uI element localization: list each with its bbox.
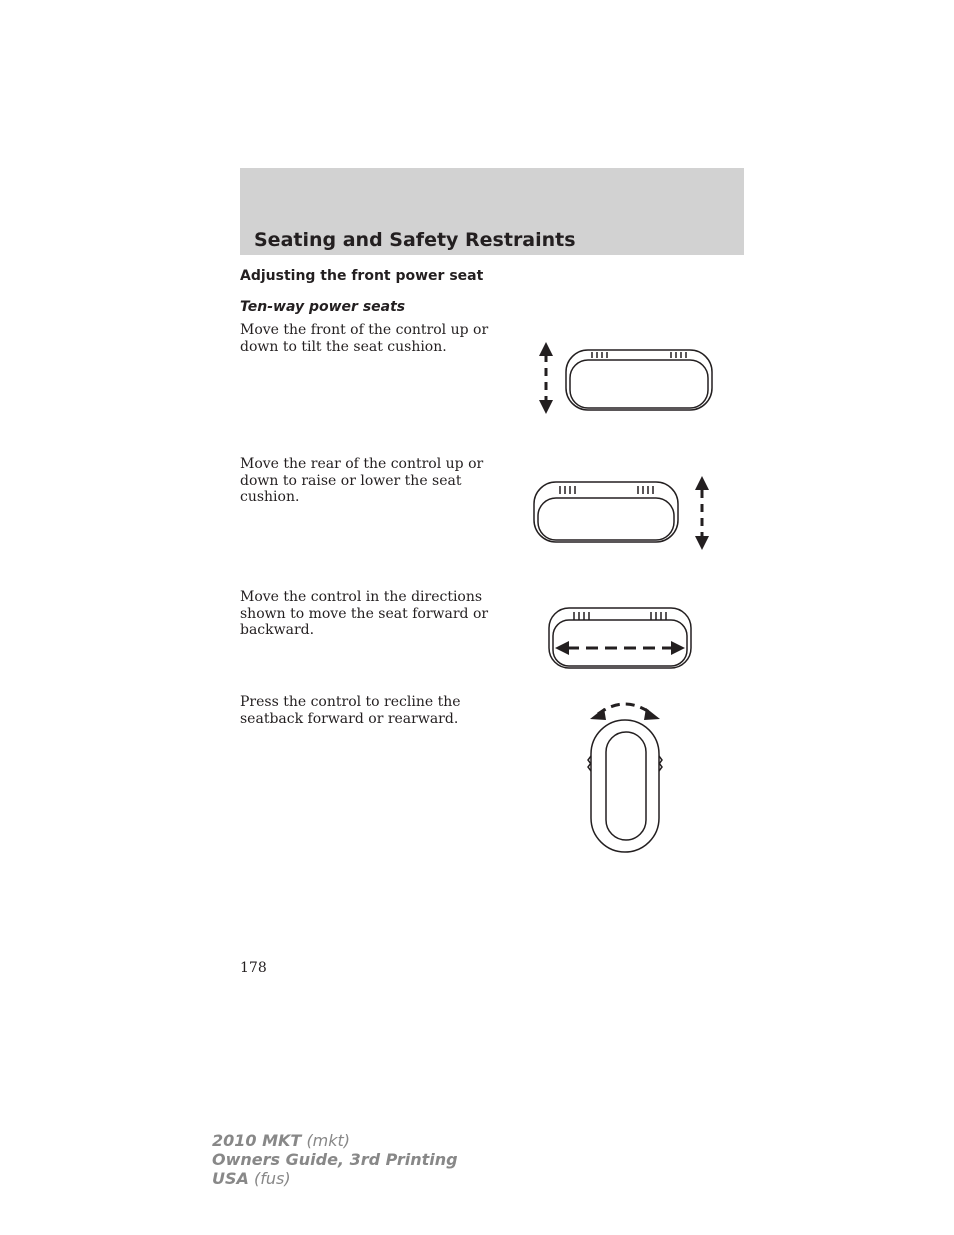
footer-region: USA <box>212 1169 249 1188</box>
section-subheading: Ten-way power seats <box>240 299 406 315</box>
tilt-cushion-control-icon <box>530 338 720 420</box>
footer-region-line <box>212 1169 458 1188</box>
instruction-recline: Press the control to recline the seatback forward or rearward. <box>240 694 461 727</box>
instruction-raise-lower: Move the rear of the control up or down to raise or lower the seat cushion. <box>240 456 484 505</box>
raise-lower-cushion-control-icon <box>530 472 720 554</box>
footer-region-code: (fus) <box>254 1169 291 1188</box>
footer-guide: Owners Guide, 3rd Printing <box>212 1150 458 1169</box>
footer-model: 2010 MKT <box>212 1131 302 1150</box>
document-footer <box>212 1131 458 1188</box>
page-number: 178 <box>240 960 267 976</box>
instruction-tilt: Move the front of the control up or down to tilt the seat cushion. <box>240 322 489 355</box>
recline-control-icon <box>582 696 668 858</box>
footer-model-line <box>212 1131 458 1150</box>
fore-aft-control-icon <box>545 604 697 674</box>
section-header-band <box>240 168 744 255</box>
instruction-fore-aft: Move the control in the directions shown to move the seat forward or backward. <box>240 589 489 638</box>
section-heading: Adjusting the front power seat <box>240 268 484 284</box>
footer-model-code: (mkt) <box>306 1131 351 1150</box>
section-title: Seating and Safety Restraints <box>254 229 576 251</box>
